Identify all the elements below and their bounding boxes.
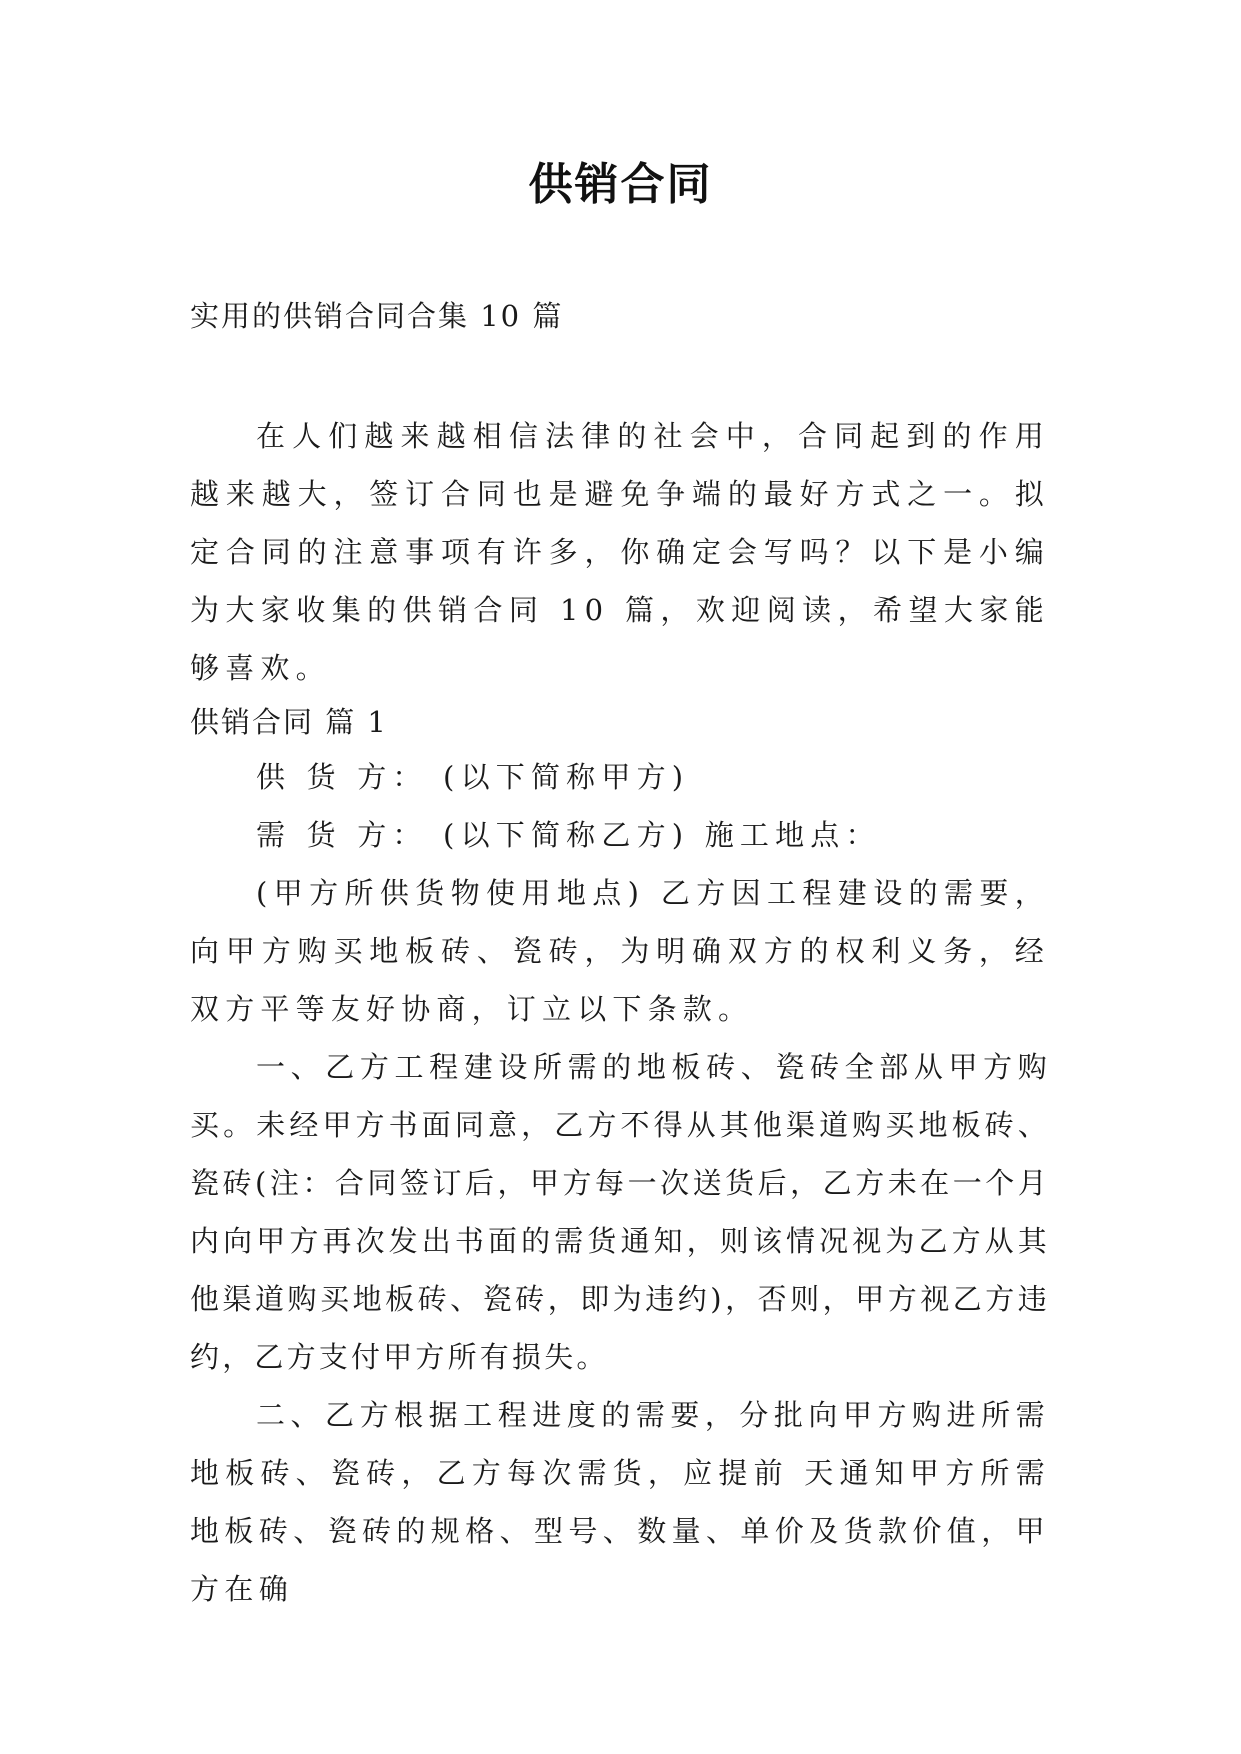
contract-body [190, 748, 1050, 1618]
clause-1-paragraph: 一、乙方工程建设所需的地板砖、瓷砖全部从甲方购买。未经甲方书面同意，乙方不得从其他渠道购买地板砖、瓷砖(注：合同签订后，甲方每一次送货后，乙方未在一个月内向甲方再次发出书面的需货通知，则该情况视为乙方从其他渠道购买地板砖、瓷砖，即为违约)，否则，甲方视乙方违约，乙方支付甲方所有损失。 [190, 1050, 1050, 1374]
preamble-paragraph: (甲方所供货物使用地点) 乙方因工程建设的需要，向甲方购买地板砖、瓷砖，为明确双方的权利义务，经双方平等友好协商，订立以下条款。 [190, 876, 1050, 1026]
supplier-line: 供 货 方： (以下简称甲方) [256, 760, 690, 794]
document-title: 供销合同 [528, 159, 713, 210]
section-heading: 供销合同 篇 1 [190, 705, 388, 739]
document-subtitle: 实用的供销合同合集 10 篇 [190, 299, 564, 333]
buyer-line: 需 货 方： (以下简称乙方) 施工地点： [256, 818, 881, 852]
intro-paragraph: 在人们越来越相信法律的社会中，合同起到的作用越来越大，签订合同也是避免争端的最好方式之一。拟定合同的注意事项有许多，你确定会写吗？以下是小编为大家收集的供销合同 10 篇，欢迎阅读，希望大家能够喜欢。 [190, 419, 1050, 685]
intro-block [190, 407, 1050, 697]
clause-2-paragraph: 二、乙方根据工程进度的需要，分批向甲方购进所需地板砖、瓷砖，乙方每次需货，应提前 天通知甲方所需地板砖、瓷砖的规格、型号、数量、单价及货款价值，甲方在确 [190, 1398, 1051, 1606]
